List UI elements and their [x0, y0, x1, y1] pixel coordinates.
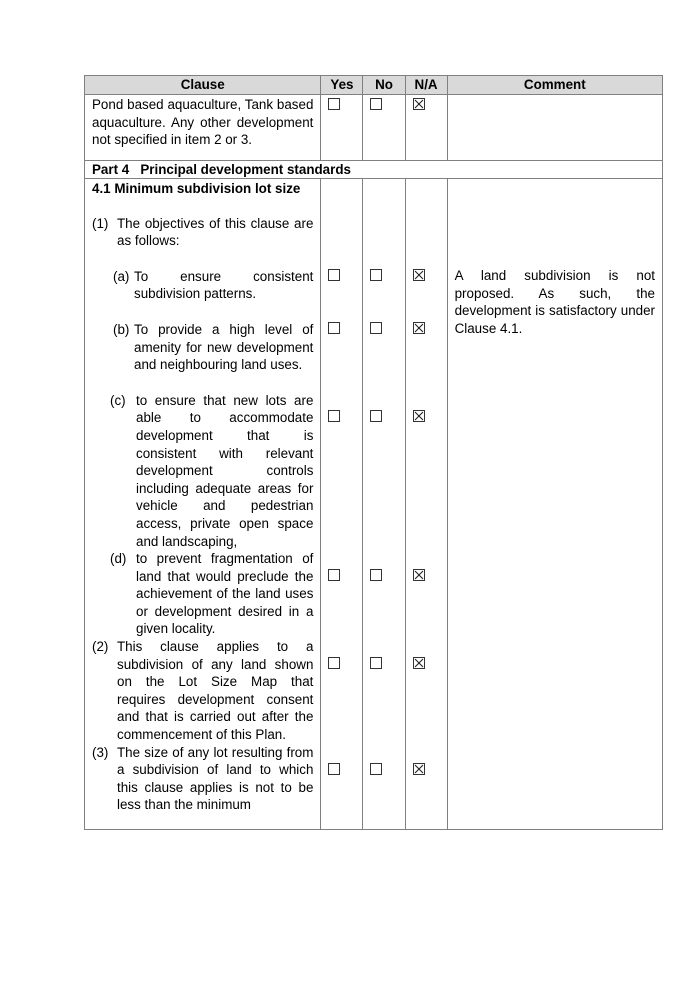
- na-checkbox-2[interactable]: [413, 657, 425, 669]
- objective-c: [92, 392, 313, 550]
- yes-checkbox-c[interactable]: [328, 410, 340, 422]
- objective-b: [92, 321, 313, 374]
- no-checkbox-d[interactable]: [370, 569, 382, 581]
- yes-cell: [321, 95, 363, 161]
- item-text: The objectives of this clause are as follows:: [117, 215, 314, 249]
- comment-cell: [447, 95, 662, 161]
- checked-x-icon: [414, 99, 424, 109]
- section-row: [85, 161, 663, 179]
- item-label: (a): [113, 268, 130, 284]
- na-checkbox-3[interactable]: [413, 763, 425, 775]
- part-4-heading: Part 4 Principal development standards: [85, 161, 663, 179]
- no-checkbox-2[interactable]: [370, 657, 382, 669]
- comment-cell: [447, 179, 662, 830]
- clause-4-1-cell: [85, 179, 321, 830]
- yes-cell: [321, 179, 363, 830]
- na-cell: [405, 95, 447, 161]
- yes-checkbox-3[interactable]: [328, 763, 340, 775]
- na-checkbox[interactable]: [413, 98, 425, 110]
- yes-checkbox-a[interactable]: [328, 269, 340, 281]
- na-checkbox-b[interactable]: [413, 322, 425, 334]
- item-label: (c): [110, 392, 126, 408]
- na-checkbox-c[interactable]: [413, 410, 425, 422]
- item-text: The size of any lot resulting from a subdivision of land to which this clause applies is not to be less than the minimum: [117, 744, 314, 813]
- na-cell: [405, 179, 447, 830]
- item-label: (d): [110, 551, 127, 567]
- item-label: (2): [92, 639, 109, 655]
- subclause-3: [92, 744, 313, 814]
- no-checkbox-3[interactable]: [370, 763, 382, 775]
- no-checkbox-b[interactable]: [370, 322, 382, 334]
- checked-x-icon: [414, 323, 424, 333]
- no-checkbox-a[interactable]: [370, 269, 382, 281]
- no-checkbox[interactable]: [370, 98, 382, 110]
- item-text: To ensure consistent subdivision patterns.: [134, 268, 314, 302]
- header-clause: Clause: [85, 76, 321, 95]
- checked-x-icon: [414, 764, 424, 774]
- yes-checkbox[interactable]: [328, 98, 340, 110]
- objective-a: [92, 268, 313, 303]
- objectives-item: [92, 215, 313, 250]
- no-cell: [363, 179, 405, 830]
- checked-x-icon: [414, 270, 424, 280]
- yes-checkbox-d[interactable]: [328, 569, 340, 581]
- na-checkbox-a[interactable]: [413, 269, 425, 281]
- header-yes: Yes: [321, 76, 363, 95]
- header-na: N/A: [405, 76, 447, 95]
- clause-compliance-table: [84, 75, 663, 830]
- no-cell: [363, 95, 405, 161]
- item-text: to ensure that new lots are able to accommodate development that is consistent with relevant development controls including adequate areas for vehicle and pedestrian access, private open space and landscaping,: [136, 392, 314, 549]
- yes-checkbox-2[interactable]: [328, 657, 340, 669]
- item-text: This clause applies to a subdivision of any land shown on the Lot Size Map that requires development consent and that is carried out after the commencement of this Plan.: [117, 639, 314, 743]
- no-checkbox-c[interactable]: [370, 410, 382, 422]
- objective-d: [92, 550, 313, 638]
- table-row: [85, 179, 663, 830]
- na-checkbox-d[interactable]: [413, 569, 425, 581]
- table-row: [85, 95, 663, 161]
- checked-x-icon: [414, 570, 424, 580]
- comment-text: A land subdivision is not proposed. As such, the development is satisfactory under Clause 4.1.: [454, 268, 655, 336]
- item-label: (b): [113, 321, 130, 337]
- header-comment: Comment: [447, 76, 662, 95]
- header-no: No: [363, 76, 405, 95]
- checked-x-icon: [414, 658, 424, 668]
- clause-4-1-title: 4.1 Minimum subdivision lot size: [92, 181, 301, 196]
- item-label: (1): [92, 215, 109, 231]
- item-label: (3): [92, 744, 109, 760]
- item-text: To provide a high level of amenity for new development and neighbouring land uses.: [134, 321, 314, 373]
- checked-x-icon: [414, 411, 424, 421]
- yes-checkbox-b[interactable]: [328, 322, 340, 334]
- item-text: to prevent fragmentation of land that would preclude the achievement of the land uses or development desired in a given locality.: [136, 551, 314, 637]
- table-header-row: [85, 76, 663, 95]
- subclause-2: [92, 638, 313, 744]
- clause-cell-aquaculture: Pond based aquaculture, Tank based aquaculture. Any other development not specified in item 2 or 3.: [85, 95, 321, 161]
